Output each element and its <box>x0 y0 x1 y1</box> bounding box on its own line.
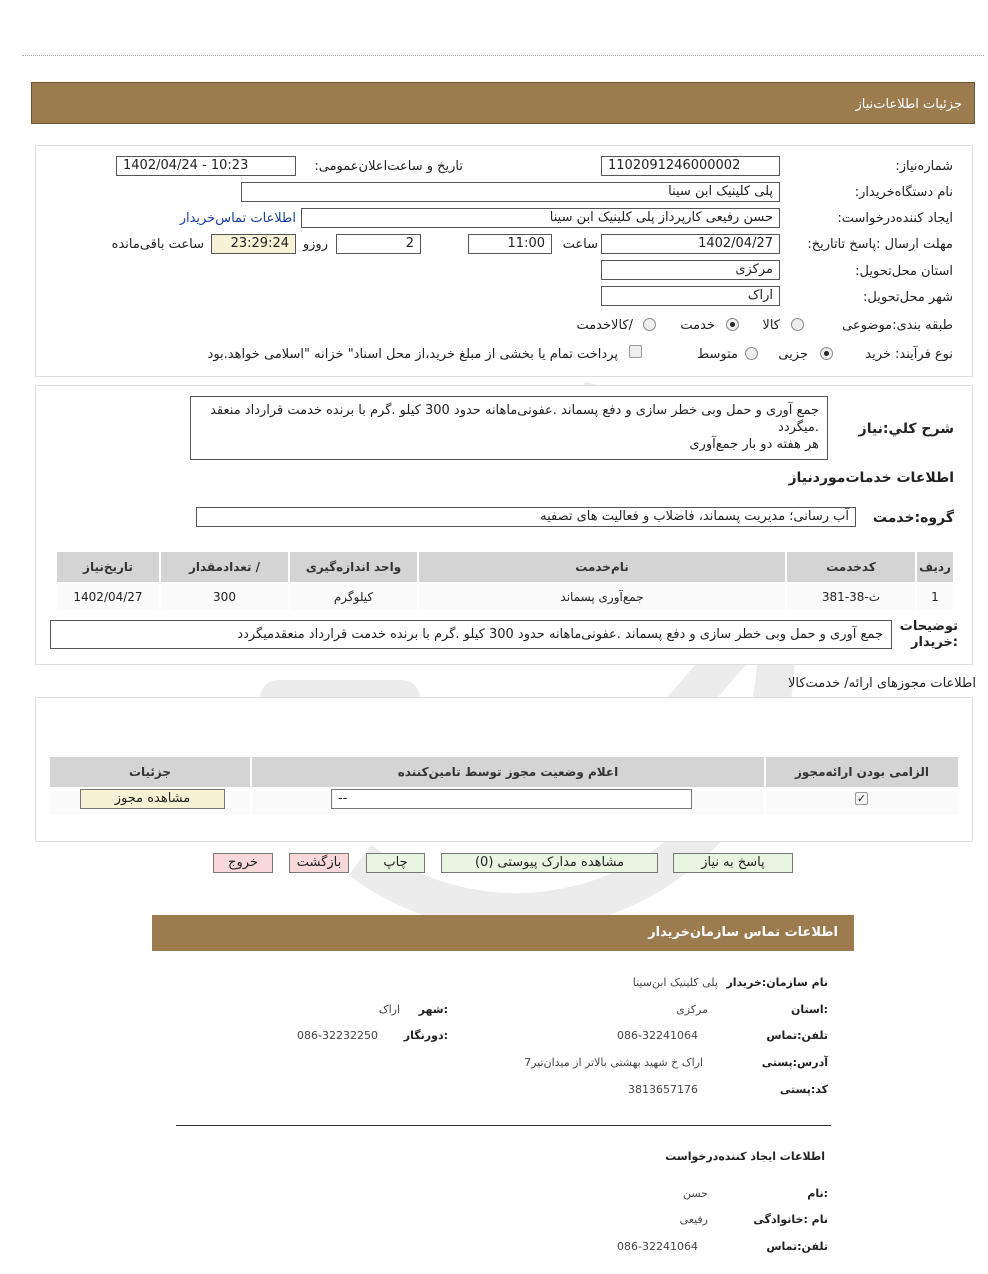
announce-label: تاریخ و ساعت‌اعلان‌عمومی: <box>314 159 463 174</box>
view-documents-button[interactable]: مشاهده مدارک پیوستی (0) <box>441 853 658 873</box>
cell-quantity: 300 <box>160 583 289 611</box>
category-service-label: خدمت <box>680 318 715 333</box>
city-contact-value: اراک <box>378 1003 400 1016</box>
cell-service-code: ث-38-381 <box>786 583 916 611</box>
buyer-field: پلی کلینیک ابن سینا <box>241 182 780 202</box>
fax-label: :دورنگار <box>403 1029 448 1042</box>
buyer-notes-label: توضیحات :خریدار <box>899 619 958 650</box>
creator-name-value: حسن <box>683 1187 708 1200</box>
cell-need-date: 1402/04/27 <box>56 583 160 611</box>
col-service-code: کدخدمت <box>786 551 916 583</box>
cell-unit: کیلوگرم <box>289 583 418 611</box>
creator-phone-label: تلفن:تماس <box>766 1240 828 1253</box>
address-label: آدرس:پستی <box>761 1056 828 1069</box>
header-title: جزئیات اطلاعات‌نیاز <box>855 97 962 112</box>
description-box <box>190 396 828 460</box>
announce-field: 1402/04/24 - 10:23 <box>116 156 296 176</box>
phone-value: 086-32241064 <box>617 1029 698 1042</box>
need-info-panel <box>35 145 973 377</box>
creator-label: ایجاد کننده‌درخواست: <box>837 211 953 226</box>
process-medium-label: متوسط <box>697 347 738 362</box>
org-value: پلی کلینیک ابن‌سینا <box>632 976 718 989</box>
exit-button[interactable]: خروج <box>213 853 273 873</box>
page-header <box>31 82 975 124</box>
deadline-time-label: ساعت <box>562 237 598 252</box>
permits-title: اطلاعات مجوزهای ارائه/ خدمت‌کالا <box>787 676 976 691</box>
postal-label: کد:پستی <box>779 1083 828 1096</box>
days-label: روزو <box>302 237 328 252</box>
contact-divider <box>176 1125 831 1126</box>
category-label: طبقه بندی‌:موضوعی <box>842 318 953 333</box>
col-permit-required: الزامی بودن ارائه‌مجوز <box>765 756 959 788</box>
description-line-1: جمع آوری و حمل وبی خطر سازی و دفع پسماند .عفونی‌ماهانه حدود 300 کیلو .گرم با برنده خدمت قرارداد منعقد <box>210 403 819 418</box>
description-line-2: .میگردد <box>778 420 819 435</box>
process-minor-label: جزیی <box>778 347 808 362</box>
buyer-notes-box: جمع آوری و حمل وبی خطر سازی و دفع پسماند .عفونی‌ماهانه حدود 300 کیلو .گرم با برنده خدمت قرارداد منعقدمیگردد <box>50 620 892 649</box>
col-row-number: ردیف <box>916 551 954 583</box>
col-need-date: تاریخ‌نیاز <box>56 551 160 583</box>
province-contact-value: مرکزی <box>676 1003 708 1016</box>
phone-label: تلفن:تماس <box>766 1029 828 1042</box>
fax-value: 086-32232250 <box>297 1029 378 1042</box>
buyer-contact-link[interactable]: اطلاعات تماس‌خریدار <box>179 211 296 226</box>
postal-value: 3813657176 <box>628 1083 698 1096</box>
col-permit-details: جزئیات <box>49 756 251 788</box>
deadline-time-field: 11:00 <box>468 234 552 254</box>
province-field: مرکزی <box>601 260 780 280</box>
col-service-name: نام‌خدمت <box>418 551 786 583</box>
services-table <box>55 550 955 612</box>
process-minor-radio[interactable] <box>820 347 833 360</box>
service-group-field: آب رسانی؛ مدیریت پسماند، فاضلاب و فعالیت های تصفیه <box>196 507 856 527</box>
col-unit: واحد اندازه‌گیری <box>289 551 418 583</box>
remaining-time-field: 23:29:24 <box>211 234 296 254</box>
cell-service-name: جمع‌آوری پسماند <box>418 583 786 611</box>
services-title: اطلاعات خدمات‌موردنیاز <box>788 470 954 486</box>
creator-name-label: :نام <box>807 1187 828 1200</box>
category-goods-service-label: /کالاخدمت <box>576 318 633 333</box>
col-quantity: / تعدادمقدار <box>160 551 289 583</box>
top-divider <box>22 55 984 56</box>
reply-button[interactable]: پاسخ به نیاز <box>673 853 793 873</box>
permit-status-field: -- <box>331 789 692 809</box>
city-field: اراک <box>601 286 780 306</box>
category-goods-label: کالا <box>762 318 780 333</box>
contact-header <box>152 915 854 951</box>
process-label: نوع فرآیند: خرید <box>865 347 953 362</box>
need-number-field: 1102091246000002 <box>601 156 780 176</box>
table-row <box>56 583 954 611</box>
category-goods-radio[interactable] <box>791 318 804 331</box>
province-label: استان محل‌تحویل: <box>855 264 953 279</box>
col-permit-status: اعلام وضعیت مجوز توسط تامین‌کننده <box>251 756 765 788</box>
org-label: نام سازمان:خریدار <box>726 976 828 989</box>
city-label: شهر محل‌تحویل: <box>863 290 953 305</box>
description-label: شرح کلي:نیاز <box>858 421 954 437</box>
city-contact-label: :شهر <box>418 1003 448 1016</box>
days-field: 2 <box>336 234 421 254</box>
description-line-3: هر هفته دو بار جمع‌آوری <box>689 437 819 452</box>
creator-info-title: اطلاعات ایجاد کننده‌درخواست <box>665 1150 825 1163</box>
creator-family-label: نام :خانوادگی <box>753 1213 828 1226</box>
address-value: اراک خ شهید بهشتی بالاتر از میدان‌تیر7 <box>524 1056 703 1069</box>
creator-field: حسن رفیعی کارپرداز پلی کلینیک ابن سینا <box>301 208 780 228</box>
cell-row-number: 1 <box>916 583 954 611</box>
creator-phone-value: 086-32241064 <box>617 1240 698 1253</box>
category-goods-service-radio[interactable] <box>643 318 656 331</box>
category-service-radio[interactable] <box>726 318 739 331</box>
need-number-label: شماره‌نیاز: <box>895 159 953 174</box>
process-medium-radio[interactable] <box>745 347 758 360</box>
service-group-label: گروه:خدمت <box>872 510 954 526</box>
deadline-date-field: 1402/04/27 <box>601 234 780 254</box>
creator-family-value: رفیعی <box>679 1213 708 1226</box>
back-button[interactable]: بازگشت <box>289 853 349 873</box>
treasury-payment-checkbox[interactable] <box>629 345 642 358</box>
treasury-payment-note: پرداخت تمام یا بخشی از مبلغ خرید،از محل اسناد" خزانه "اسلامی خواهد.بود <box>207 347 618 362</box>
permit-required-checkbox: ✓ <box>856 792 867 805</box>
remaining-label: ساعت باقی‌مانده <box>111 237 204 252</box>
buyer-label: نام دستگاه‌خریدار: <box>854 185 953 200</box>
contact-title: اطلاعات تماس سازمان‌خریدار <box>648 925 838 940</box>
province-contact-label: :استان <box>791 1003 828 1016</box>
view-permit-button[interactable]: مشاهده مجوز <box>80 789 225 809</box>
deadline-label: مهلت ارسال :پاسخ تا‌تاریخ: <box>807 237 953 252</box>
print-button[interactable]: چاپ <box>366 853 425 873</box>
